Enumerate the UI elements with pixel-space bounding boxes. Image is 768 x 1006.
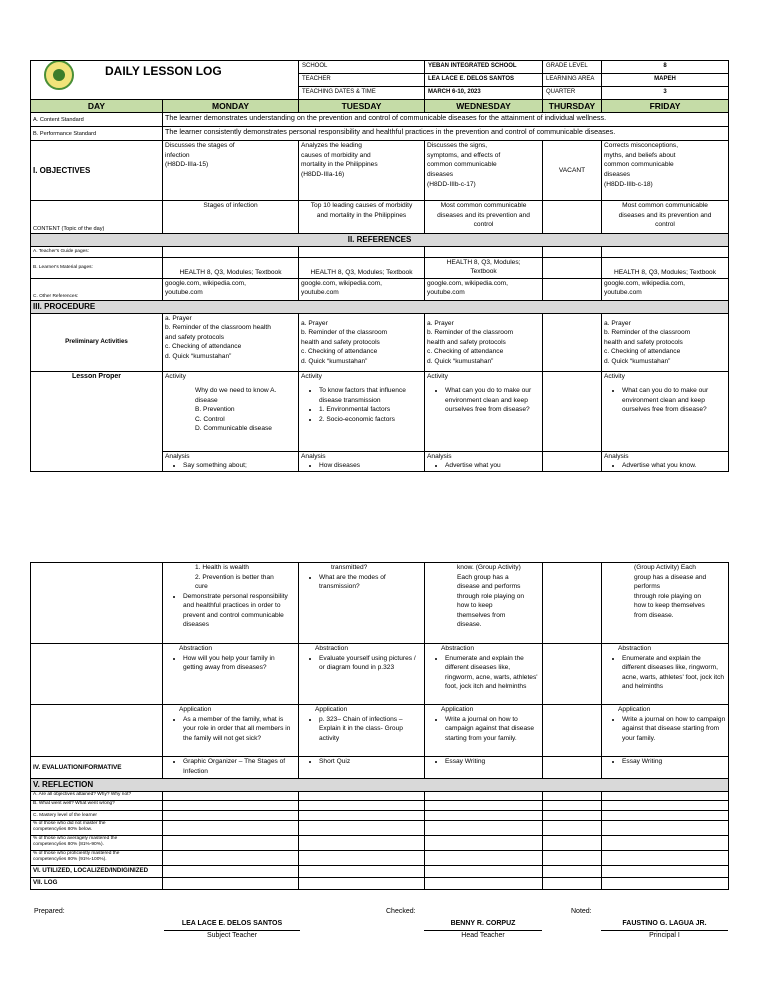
- prelim-friday: [602, 313, 729, 371]
- abstraction-monday: [163, 644, 299, 705]
- text-line: HEALTH 8, Q3, Modules;: [446, 258, 521, 266]
- analysis-monday: [163, 451, 299, 471]
- other-monday: [163, 278, 299, 300]
- activity-label: Activity: [427, 372, 448, 380]
- list-item: • What can you do to make our environment clean and keep ourselves free from disease?: [445, 386, 540, 415]
- text-line: performs: [634, 583, 661, 591]
- list-item: • Evaluate yourself using pictures / or diagram found in p.323: [319, 654, 422, 673]
- prepared-role: Subject Teacher: [206, 932, 258, 939]
- text-line: disease and performs: [457, 583, 521, 591]
- lm-wednesday: [425, 257, 543, 278]
- prepared-label: Prepared:: [34, 908, 65, 915]
- text-line: and mortality in the Philippines: [316, 211, 407, 219]
- dates-label: TEACHING DATES & TIME: [299, 87, 425, 100]
- text-line: from disease.: [634, 611, 674, 619]
- content-topic-label: CONTENT (Topic of the day): [31, 201, 163, 234]
- evaluation-tuesday: [299, 757, 425, 779]
- analysis-label: Analysis: [165, 452, 190, 460]
- list-item: • Advertise what you: [445, 461, 540, 471]
- empty-cell: [543, 865, 602, 877]
- objectives-monday: [163, 141, 299, 201]
- text-line: c. Checking of attendance: [427, 348, 504, 356]
- list-item: • Write a journal on how to campaign against that disease starting from your family.: [445, 715, 540, 744]
- abstraction-friday: [602, 644, 729, 705]
- reflection-f-label: [31, 850, 163, 865]
- text-line: a. Prayer: [301, 319, 328, 327]
- empty-cell: [543, 257, 602, 278]
- abstraction-label: Abstraction: [441, 645, 474, 652]
- empty-cell: [31, 705, 163, 757]
- text-line: b. Reminder of the classroom: [301, 329, 388, 337]
- list-item: • What are the modes of transmission?: [319, 573, 422, 592]
- application-label: Application: [179, 706, 212, 713]
- reflection-b-label: B. What went well? What went wrong?: [31, 800, 163, 810]
- teacher-guide-label: A. Teacher's Guide pages:: [31, 246, 163, 257]
- learner-material-label: B. Learner's Material pages:: [31, 257, 163, 278]
- text-line: know. (Group Activity): [457, 564, 521, 571]
- text-line: a. Prayer: [604, 319, 631, 327]
- noted-signature-line: [601, 930, 728, 931]
- objectives-thursday: VACANT: [543, 141, 602, 201]
- list-item: • Enumerate and explain the different diseases like, ringworm, acne, warts, athletes' foot, jock itch and helminths: [622, 654, 726, 692]
- empty-cell: [425, 791, 543, 800]
- list-item: • To know factors that influence disease transmission: [319, 386, 422, 405]
- content-wednesday: [425, 201, 543, 234]
- prelim-monday: [163, 313, 299, 371]
- noted-role: Principal I: [649, 932, 680, 939]
- empty-cell: [299, 865, 425, 877]
- continued-friday: [602, 563, 729, 644]
- evaluation-label: IV. EVALUATION/FORMATIVE: [31, 757, 163, 779]
- text-line: diseases and its prevention and: [618, 211, 712, 219]
- text-line: youtube.com: [165, 289, 203, 297]
- log-label: VII. LOG: [31, 877, 163, 889]
- text-line: c. Checking of attendance: [604, 348, 681, 356]
- list-item: • As a member of the family, what is your role in order that all members in the family will not get sick?: [183, 715, 296, 744]
- empty-cell: [602, 850, 729, 865]
- text-line: health and safety protocols: [301, 338, 380, 346]
- text-line: c. Checking of attendance: [165, 343, 242, 351]
- references-title: II. REFERENCES: [31, 234, 729, 247]
- performance-standard: The learner consistently demonstrates personal responsibility and healthful practices in the prevention and control of communicable diseases.: [163, 127, 729, 141]
- text-line: Why do we need to know A.: [195, 387, 277, 395]
- text-line: % of those who did not master the: [33, 820, 106, 826]
- prelim-tuesday: [299, 313, 425, 371]
- empty-cell: [163, 865, 299, 877]
- text-line: B. Prevention: [195, 406, 235, 414]
- quarter-value: 3: [602, 87, 729, 100]
- content-monday: Stages of infection: [163, 201, 299, 234]
- list-item: • Short Quiz: [319, 757, 422, 767]
- text-line: b. Reminder of the classroom: [604, 329, 691, 337]
- text-line: a. Prayer: [165, 314, 192, 322]
- utilized-label: VI. UTILIZED, LOCALIZED/INDIGINIZED: [31, 865, 163, 877]
- abstraction-label: Abstraction: [179, 645, 212, 652]
- empty-cell: [163, 820, 299, 835]
- text-line: (H8DD-IIIb-c-17): [427, 180, 476, 188]
- empty-cell: [543, 835, 602, 850]
- empty-cell: [425, 820, 543, 835]
- empty-cell: [163, 810, 299, 820]
- content-standard-label: A. Content Standard: [31, 113, 163, 127]
- text-line: (Group Activity) Each: [634, 564, 696, 571]
- school-value: YEBAN INTEGRATED SCHOOL: [425, 61, 543, 74]
- empty-cell: [602, 246, 729, 257]
- text-line: how to keep: [457, 602, 493, 610]
- empty-cell: [543, 644, 602, 705]
- grade-level-label: GRADE LEVEL: [543, 61, 602, 74]
- empty-cell: [543, 820, 602, 835]
- preliminary-label: Preliminary Activities: [31, 313, 163, 371]
- reflection-d-label: [31, 820, 163, 835]
- list-item: • Say something about;: [183, 461, 296, 471]
- analysis-label: Analysis: [427, 452, 452, 460]
- empty-cell: [299, 850, 425, 865]
- text-line: Discusses the stages of: [165, 142, 235, 150]
- application-label: Application: [618, 706, 651, 713]
- text-line: disease: [195, 396, 218, 404]
- list-item: • Enumerate and explain the different diseases like, ringworm, acne, warts, athletes' foot, jock itch and helminths: [445, 654, 540, 692]
- evaluation-wednesday: [425, 757, 543, 779]
- empty-cell: [163, 791, 299, 800]
- wednesday-header: WEDNESDAY: [425, 100, 543, 113]
- lesson-log-table-page2: [30, 562, 729, 890]
- empty-cell: [425, 865, 543, 877]
- dates-value: MARCH 6-10, 2023: [425, 87, 543, 100]
- analysis-wednesday: [425, 451, 543, 471]
- text-line: Most common communicable: [622, 202, 708, 210]
- content-thursday: [543, 201, 602, 234]
- checked-role: Head Teacher: [461, 932, 505, 939]
- objectives-wednesday: [425, 141, 543, 201]
- list-item: • Essay Writing: [622, 757, 726, 767]
- text-line: group has a disease and: [634, 573, 707, 581]
- empty-cell: [543, 563, 602, 644]
- text-line: competency/ies 80% (81%-90%).: [33, 841, 104, 847]
- monday-header: MONDAY: [163, 100, 299, 113]
- text-line: through role playing on: [457, 592, 525, 600]
- activity-wednesday: [425, 371, 543, 451]
- checked-name: BENNY R. CORPUZ: [450, 920, 516, 927]
- content-tuesday: [299, 201, 425, 234]
- text-line: competency/ies 80% (91%-100%).: [33, 856, 107, 862]
- application-label: Application: [315, 706, 348, 713]
- empty-cell: [163, 877, 299, 889]
- empty-cell: [543, 451, 602, 471]
- text-line: themselves from: [457, 611, 506, 619]
- text-line: b. Reminder of the classroom: [427, 329, 514, 337]
- abstraction-label: Abstraction: [618, 645, 651, 652]
- document-title: DAILY LESSON LOG: [105, 64, 222, 78]
- text-line: competency/ies 80% below.: [33, 826, 93, 832]
- text-line: through role playing on: [634, 592, 702, 600]
- content-standard: The learner demonstrates understanding on the prevention and control of communicable diseases for the attainment of individual wellness.: [163, 113, 729, 127]
- empty-cell: [602, 800, 729, 810]
- empty-cell: [602, 810, 729, 820]
- empty-cell: [425, 877, 543, 889]
- application-tuesday: [299, 705, 425, 757]
- empty-cell: [425, 810, 543, 820]
- text-line: mortality in the Philippines: [301, 161, 378, 169]
- text-line: 2. Prevention is better than: [195, 573, 274, 581]
- day-header: DAY: [31, 100, 163, 113]
- checked-label: Checked:: [386, 908, 416, 915]
- empty-cell: [163, 800, 299, 810]
- text-line: google.com, wikipedia.com,: [604, 279, 686, 287]
- text-line: control: [473, 221, 494, 229]
- lesson-proper-label: Lesson Proper: [31, 371, 163, 471]
- empty-cell: [299, 877, 425, 889]
- activity-label: Activity: [301, 372, 322, 380]
- text-line: myths, and beliefs about: [604, 151, 676, 159]
- teacher-label: TEACHER: [299, 74, 425, 87]
- text-line: transmitted?: [331, 564, 368, 571]
- text-line: (H8DD-IIIa-16): [301, 170, 345, 178]
- application-monday: [163, 705, 299, 757]
- text-line: disease.: [457, 621, 482, 629]
- empty-cell: [299, 810, 425, 820]
- empty-cell: [602, 820, 729, 835]
- activity-tuesday: [299, 371, 425, 451]
- lm-tuesday: HEALTH 8, Q3, Modules; Textbook: [299, 257, 425, 278]
- objectives-friday: [602, 141, 729, 201]
- empty-cell: [543, 246, 602, 257]
- grade-level-value: 8: [602, 61, 729, 74]
- activity-monday: [163, 371, 299, 451]
- empty-cell: [299, 820, 425, 835]
- text-line: a. Prayer: [427, 319, 454, 327]
- lm-monday: HEALTH 8, Q3, Modules; Textbook: [163, 257, 299, 278]
- empty-cell: [543, 877, 602, 889]
- empty-cell: [299, 791, 425, 800]
- text-line: Analyzes the leading: [301, 142, 362, 150]
- list-item: • Essay Writing: [445, 757, 540, 767]
- empty-cell: [602, 791, 729, 800]
- thursday-header: THURSDAY: [543, 100, 602, 113]
- empty-cell: [425, 835, 543, 850]
- empty-cell: [299, 800, 425, 810]
- reflection-a-label: A. Are all objectives attained? Why? Why not?: [31, 791, 163, 800]
- list-item: • Graphic Organizer – The Stages of Infection: [183, 757, 296, 776]
- text-line: d. Quick “kumustahan”: [604, 357, 671, 365]
- text-line: youtube.com: [604, 289, 642, 297]
- evaluation-friday: [602, 757, 729, 779]
- empty-cell: [543, 850, 602, 865]
- text-line: 1. Health is wealth: [195, 564, 249, 571]
- teacher-value: LEA LACE E. DELOS SANTOS: [425, 74, 543, 87]
- reflection-e-label: [31, 835, 163, 850]
- list-item: • 2. Socio-economic factors: [319, 415, 422, 425]
- performance-standard-label: B. Performance Standard: [31, 127, 163, 141]
- list-item: • What can you do to make our environment clean and keep ourselves free from disease?: [622, 386, 726, 415]
- noted-name: FAUSTINO G. LAGUA JR.: [622, 920, 707, 927]
- text-line: d. Quick “kumustahan”: [301, 357, 368, 365]
- text-line: Discusses the signs,: [427, 142, 488, 150]
- empty-cell: [543, 800, 602, 810]
- text-line: d. Quick “kumustahan”: [427, 357, 494, 365]
- empty-cell: [425, 800, 543, 810]
- empty-cell: [602, 865, 729, 877]
- text-line: health and safety protocols: [604, 338, 683, 346]
- other-wednesday: [425, 278, 543, 300]
- text-line: diseases and its prevention and: [437, 211, 530, 219]
- empty-cell: [163, 246, 299, 257]
- abstraction-tuesday: [299, 644, 425, 705]
- empty-cell: [163, 850, 299, 865]
- empty-cell: [602, 835, 729, 850]
- text-line: google.com, wikipedia.com,: [301, 279, 383, 287]
- text-line: health and safety protocols: [427, 338, 506, 346]
- empty-cell: [543, 757, 602, 779]
- lm-friday: HEALTH 8, Q3, Modules; Textbook: [602, 257, 729, 278]
- learning-area-label: LEARNING AREA: [543, 74, 602, 87]
- text-line: causes of morbidity and: [301, 151, 371, 159]
- abstraction-wednesday: [425, 644, 543, 705]
- empty-cell: [299, 835, 425, 850]
- analysis-label: Analysis: [604, 452, 629, 460]
- list-item: • Demonstrate personal responsibility and healthful practices in order to prevent and control communicable diseases: [183, 592, 296, 630]
- text-line: youtube.com: [301, 289, 339, 297]
- text-line: and safety protocols: [165, 333, 225, 341]
- empty-cell: [543, 371, 602, 451]
- list-item: • How diseases: [319, 461, 422, 471]
- activity-label: Activity: [165, 372, 186, 380]
- continued-monday: [163, 563, 299, 644]
- empty-cell: [31, 644, 163, 705]
- reflection-c-label: C. Mastery level of the learner: [31, 810, 163, 820]
- list-item: • Advertise what you know.: [622, 461, 726, 471]
- document-title-cell: [31, 61, 299, 100]
- text-line: infection: [165, 151, 190, 159]
- text-line: symptoms, and effects of: [427, 151, 501, 159]
- school-label: SCHOOL: [299, 61, 425, 74]
- continued-wednesday: [425, 563, 543, 644]
- noted-label: Noted:: [571, 908, 592, 915]
- text-line: b. Reminder of the classroom health: [165, 324, 271, 332]
- text-line: google.com, wikipedia.com,: [165, 279, 246, 287]
- empty-cell: [163, 835, 299, 850]
- list-item: • 1. Environmental factors: [319, 405, 422, 415]
- empty-cell: [425, 246, 543, 257]
- list-item: • Write a journal on how to campaign against that disease starting from your family.: [622, 715, 726, 744]
- text-line: % of those who averagely mastered the: [33, 835, 118, 841]
- objectives-label: I. OBJECTIVES: [31, 141, 163, 201]
- analysis-friday: [602, 451, 729, 471]
- empty-cell: [425, 850, 543, 865]
- text-line: Top 10 leading causes of morbidity: [310, 202, 413, 210]
- empty-cell: [602, 877, 729, 889]
- text-line: (H8DD-IIIb-c-18): [604, 180, 653, 188]
- activity-label: Activity: [604, 372, 625, 380]
- text-line: c. Checking of attendance: [301, 348, 378, 356]
- application-wednesday: [425, 705, 543, 757]
- abstraction-label: Abstraction: [315, 645, 348, 652]
- other-tuesday: [299, 278, 425, 300]
- empty-cell: [543, 278, 602, 300]
- empty-cell: [543, 791, 602, 800]
- text-line: common communicable: [604, 161, 674, 169]
- empty-cell: [543, 313, 602, 371]
- text-line: D. Communicable disease: [195, 425, 272, 433]
- text-line: d. Quick “kumustahan”: [165, 352, 232, 360]
- content-friday: [602, 201, 729, 234]
- quarter-label: QUARTER: [543, 87, 602, 100]
- text-line: youtube.com: [427, 289, 465, 297]
- learning-area-value: MAPEH: [602, 74, 729, 87]
- prepared-signature-line: [164, 930, 300, 931]
- text-line: Each group has a: [457, 573, 509, 581]
- prelim-wednesday: [425, 313, 543, 371]
- text-line: common communicable: [427, 161, 497, 169]
- empty-cell: [543, 810, 602, 820]
- list-item: • How will you help your family in getting away from diseases?: [183, 654, 296, 673]
- text-line: diseases: [604, 170, 631, 178]
- activity-friday: [602, 371, 729, 451]
- analysis-label: Analysis: [301, 452, 326, 460]
- friday-header: FRIDAY: [602, 100, 729, 113]
- text-line: % of those who proficiently mastered the: [33, 850, 120, 856]
- checked-signature-line: [424, 930, 542, 931]
- text-line: diseases: [427, 170, 454, 178]
- other-references-label: C. Other References:: [31, 278, 163, 300]
- text-line: Corrects misconceptions,: [604, 142, 679, 150]
- text-line: how to keep themselves: [634, 602, 705, 610]
- text-line: Textbook: [470, 268, 497, 276]
- application-label: Application: [441, 706, 474, 713]
- prepared-name: LEA LACE E. DELOS SANTOS: [181, 920, 283, 927]
- text-line: google.com, wikipedia.com,: [427, 279, 509, 287]
- reflection-title: V. REFLECTION: [31, 779, 729, 792]
- application-friday: [602, 705, 729, 757]
- empty-cell: [299, 246, 425, 257]
- text-line: Most common communicable: [440, 202, 527, 210]
- list-item: • p. 323– Chain of infections – Explain it in the class- Group activity: [319, 715, 422, 744]
- empty-cell: [31, 563, 163, 644]
- text-line: C. Control: [195, 415, 225, 423]
- evaluation-monday: [163, 757, 299, 779]
- analysis-tuesday: [299, 451, 425, 471]
- objectives-tuesday: [299, 141, 425, 201]
- lesson-log-table-page1: [30, 60, 729, 472]
- empty-cell: [543, 705, 602, 757]
- text-line: control: [655, 221, 675, 229]
- tuesday-header: TUESDAY: [299, 100, 425, 113]
- text-line: (H8DD-IIIa-15): [165, 161, 209, 169]
- text-line: cure: [195, 583, 208, 591]
- other-friday: [602, 278, 729, 300]
- continued-tuesday: [299, 563, 425, 644]
- procedure-title: III. PROCEDURE: [31, 300, 729, 313]
